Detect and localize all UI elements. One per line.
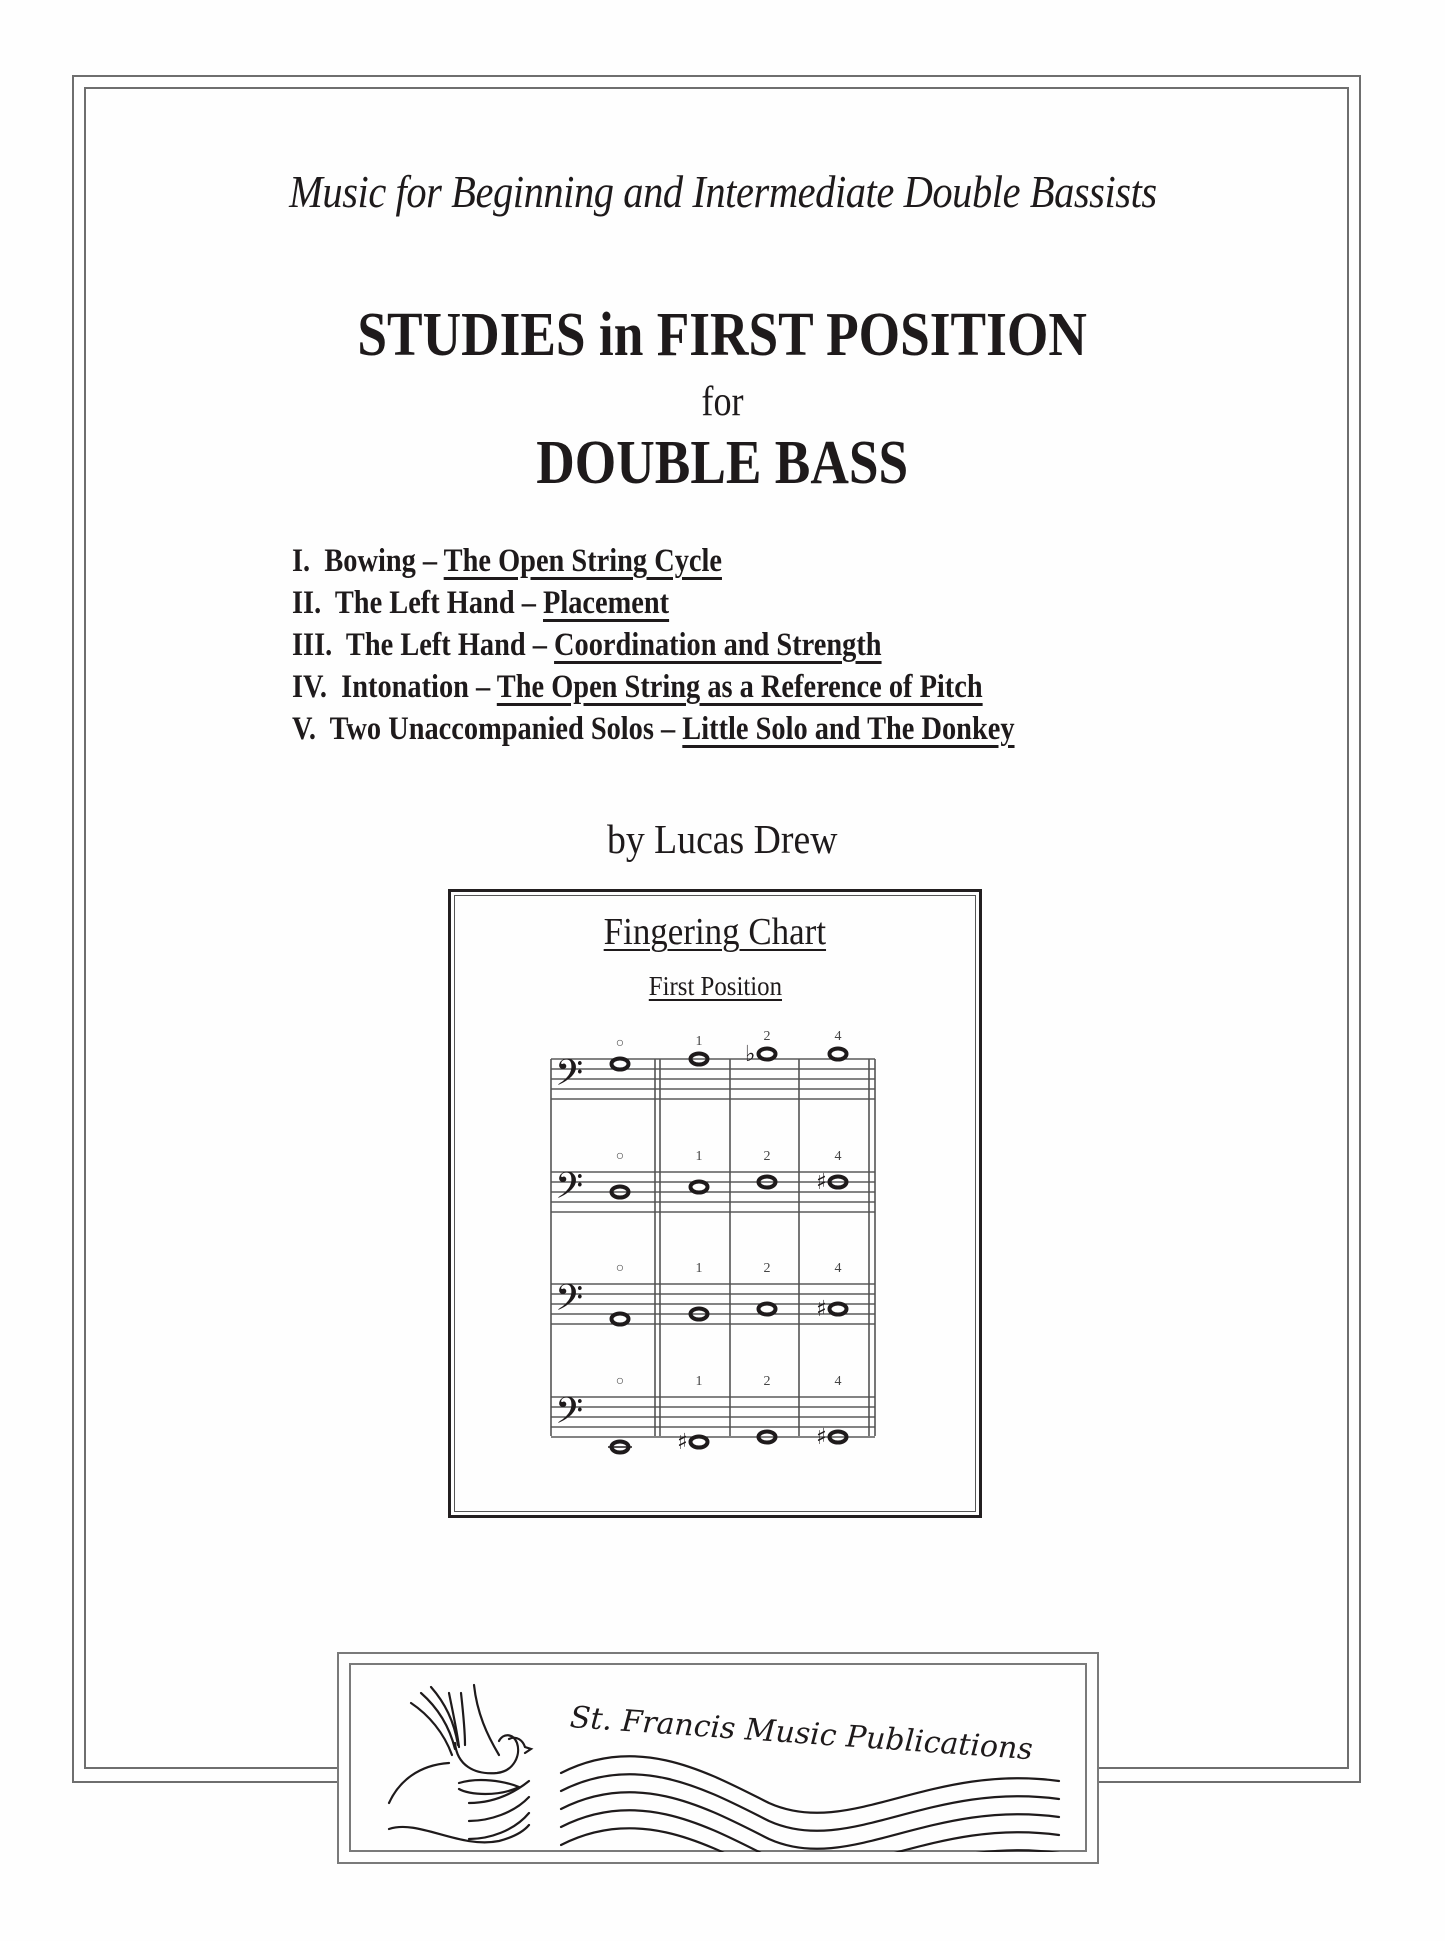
finger-number: 4 xyxy=(834,1149,842,1164)
finger-number: ○ xyxy=(615,1149,625,1164)
contents-item: III. The Left Hand – Coordination and Strength xyxy=(292,627,882,663)
finger-number: 2 xyxy=(763,1374,771,1389)
finger-number: 1 xyxy=(695,1149,703,1164)
title-line-3: DOUBLE BASS xyxy=(536,429,909,497)
title-line-2: for xyxy=(701,379,744,425)
sharp-icon: ♯ xyxy=(816,1425,827,1450)
contents-item-subtitle: Placement xyxy=(543,585,670,621)
contents-item: IV. Intonation – The Open String as a Reference of Pitch xyxy=(292,669,983,705)
bass-clef-icon: 𝄢 xyxy=(555,1277,584,1328)
bass-clef-icon: 𝄢 xyxy=(555,1052,584,1103)
finger-number: ○ xyxy=(615,1261,625,1276)
finger-number: 2 xyxy=(763,1261,771,1276)
finger-number: 4 xyxy=(834,1261,842,1276)
whole-note xyxy=(691,1182,708,1193)
contents-item-subtitle: Coordination and Strength xyxy=(554,627,882,663)
finger-number: 2 xyxy=(763,1029,771,1044)
finger-number: 1 xyxy=(695,1261,703,1276)
finger-number: 1 xyxy=(695,1034,703,1049)
contents-item-subtitle: Little Solo and The Donkey xyxy=(682,711,1015,747)
contents-item: II. The Left Hand – Placement xyxy=(292,585,670,621)
contents-item-subtitle: The Open String as a Reference of Pitch xyxy=(496,669,983,705)
finger-number: 2 xyxy=(763,1149,771,1164)
finger-number: 1 xyxy=(695,1374,703,1389)
fingering-chart-subtitle: First Position xyxy=(648,971,782,1001)
bass-clef-icon: 𝄢 xyxy=(555,1165,584,1216)
finger-number: ○ xyxy=(615,1374,625,1389)
whole-note xyxy=(830,1049,847,1060)
whole-note xyxy=(759,1304,776,1315)
publisher-name: St. Francis Music Publications xyxy=(568,1700,1034,1768)
fingering-chart-title: Fingering Chart xyxy=(603,911,827,953)
title-line-1: STUDIES in FIRST POSITION xyxy=(357,301,1088,369)
finger-number: 4 xyxy=(834,1374,842,1389)
whole-note xyxy=(691,1437,708,1448)
whole-note xyxy=(612,1059,629,1070)
contents-item: I. Bowing – The Open String Cycle xyxy=(292,543,722,579)
whole-note xyxy=(830,1304,847,1315)
finger-number: 4 xyxy=(834,1029,842,1044)
sharp-icon: ♯ xyxy=(816,1297,827,1322)
contents-item-subtitle: The Open String Cycle xyxy=(443,543,722,579)
sharp-icon: ♯ xyxy=(677,1430,688,1455)
contents-item: V. Two Unaccompanied Solos – Little Solo and The Donkey xyxy=(292,711,1015,747)
fingering-chart-staves xyxy=(540,1020,890,1480)
series-subtitle: Music for Beginning and Intermediate Double Bassists xyxy=(288,166,1157,217)
whole-note xyxy=(759,1049,776,1060)
whole-note xyxy=(612,1314,629,1325)
sharp-icon: ♯ xyxy=(816,1170,827,1195)
finger-number: ○ xyxy=(615,1036,625,1051)
bass-clef-icon: 𝄢 xyxy=(555,1390,584,1441)
flat-icon: ♭ xyxy=(745,1042,756,1067)
contents-list xyxy=(292,540,1292,750)
author-byline: by Lucas Drew xyxy=(607,816,838,862)
